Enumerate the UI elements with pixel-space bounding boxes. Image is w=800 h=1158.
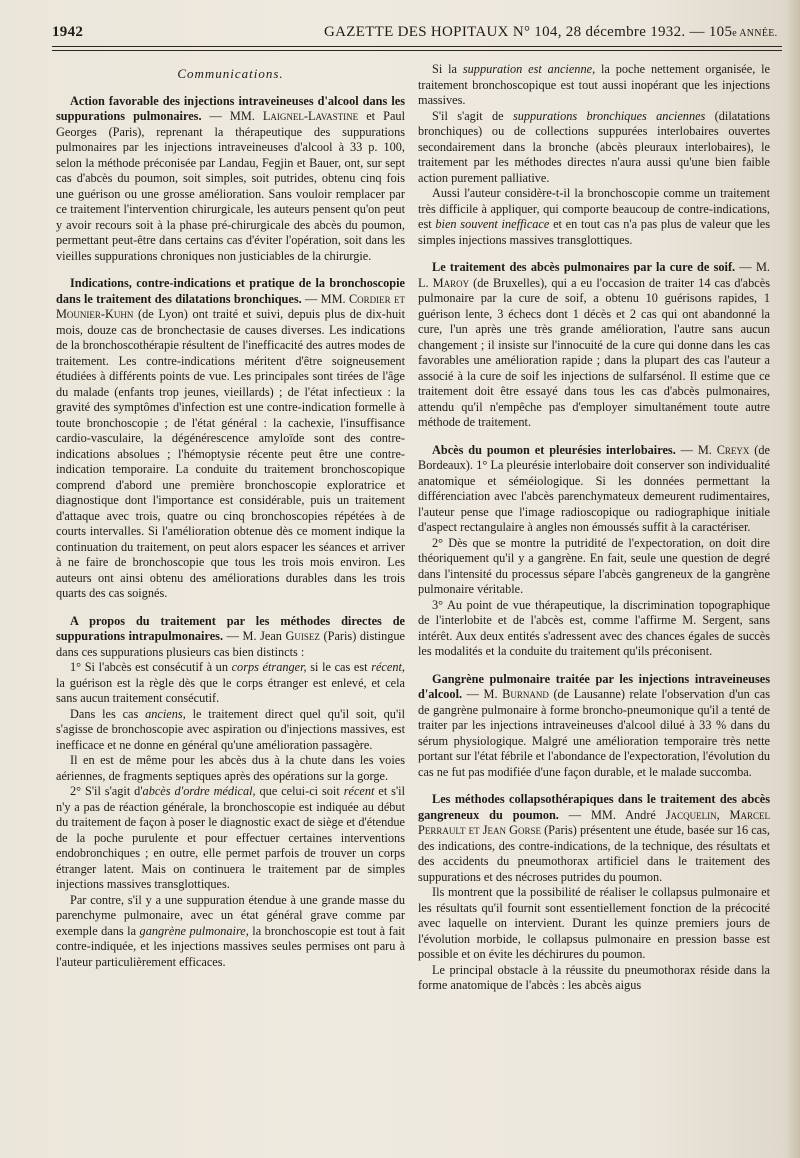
running-title-text: GAZETTE DES HOPITAUX N° 104, 28 décembre 1932. — 105 <box>324 24 733 40</box>
page-number: 1942 <box>52 24 84 40</box>
article-title: Abcès du poumon et pleurésies interlobaires. <box>432 442 676 457</box>
text: Si la <box>432 62 463 76</box>
italic-text: abcès d'ordre médical, <box>142 784 256 798</box>
article-authors: Laignel-Lavastine <box>262 109 359 123</box>
article-guisez <box>56 614 405 661</box>
text: la poche nettement organisée, le traitement bronchoscopique est tout aussi inopérant que les injections massives. <box>418 62 770 107</box>
right-column <box>418 62 770 994</box>
paragraph: Le principal obstacle à la réussite du pneumothorax réside dans la forme anatomique de l'abcès : les abcès aigus <box>418 962 770 992</box>
article-cordier <box>56 276 405 602</box>
paragraph: Il en est de même pour les abcès dus à la chute dans les voies aériennes, de fragments septiques après des opérations sur la gorge. <box>56 753 405 783</box>
article-maroy <box>418 260 770 431</box>
article-authors: Guisez <box>285 629 320 643</box>
article-authors: Burnand <box>502 687 549 701</box>
text: Aussi l'auteur considère-t-il la bronchoscopie comme un traitement très difficile à appliquer, qui comporte beaucoup de contre-indications, est <box>418 186 770 231</box>
article-body: (Paris) présentent une étude, basée sur 16 cas, des indications, des contre-indications, de la technique, des résultats et des accidents du pneumothorax artificiel dans le traitement des suppurations et des nécroses putrides du poumon. <box>418 823 770 884</box>
text: si le cas est <box>306 660 372 674</box>
italic-text: suppuration est ancienne, <box>462 62 596 76</box>
paragraph: 2° Dès que se montre la putridité de l'expectoration, on doit dire théoriquement qu'il y a gangrène. En fait, seule une question de degré dans l'intensité du processus sépare l'abcès gangreneux de la gangrène pulmonaire véritable. <box>418 535 770 596</box>
paragraph <box>418 186 770 248</box>
text: et en tout cas n'a pas plus de valeur que les simples injections massives transglottiques. <box>418 217 771 247</box>
text: 2° S'il s'agit d' <box>70 784 143 798</box>
article-title: Indications, contre-indications et pratique de la bronchoscopie dans le traitement des dilatations bronchiques. <box>56 276 405 306</box>
article-jacquelin <box>418 792 770 885</box>
article-body: (de Bruxelles), qui a eu l'occasion de traiter 14 cas d'abcès pulmonaire par la cure de soif, a obtenu 10 guérisons rapides, 1 guérison lente, 3 échecs dont 1 décès et 2 cas qui ont abandonné la cure, l'un après une très grande amélioration, l'autre sans aucun changement ; il insiste sur l'innocuité de la cure qui donne dans les cas favorables une amélioration rapide ; dans la plupart des cas l'auteur a associé à la cure de soif les injections de sulfarsénol. Il estime que ce traitement doit être essayé dans tous les cas d'abcès pulmonaires, attendu qu'il n'empêche pas d'employer simultanément toute autre méthode de traitement. <box>418 275 770 429</box>
article-authors: Cordier et Mounier-Kuhn <box>56 291 405 321</box>
article-body: et Paul Georges (Paris), reprenant la thérapeutique des suppurations pulmonaires par les injections intraveineuses d'alcool à 33 p. 100, selon la méthode préconisée par Landau, Fegjin et Bauer, ont, sur sept cas d'abcès du poumon, soit simples, soit putrides, obtenu cinq fois une guérison ou une grosse amélioration. Sans vouloir remplacer par ce traitement l'intervention chirurgicale, les auteurs pensent qu'on peut y avoir recours soit à la phase pré-chirurgicale des abcès du poumon, permettant peut-être dans certains cas d'éviter l'opération, soit dans les vieilles suppurations chroniques non justiciables de la chirurgie. <box>56 109 405 263</box>
article-body: (de Lausanne) relate l'observation d'un cas de gangrène pulmonaire à forme broncho-pneumonique qu'il a tenté de traiter par les injections intraveineuses d'alcool dilué à 33 % dans du sérum physiologique. Malgré une amélioration temporaire très nette portant sur l'état fébrile et l'abondance de l'expectoration, l'évolution du cas ne fut pas modifiée d'une façon durable, et le malade succomba. <box>418 687 771 779</box>
author-prefix: — MM. <box>301 291 349 306</box>
article-burnand <box>418 672 770 781</box>
article-title: Le traitement des abcès pulmonaires par la cure de soif. <box>432 260 736 274</box>
text: Par contre, s'il y a une suppuration étendue à une grande masse du parenchyme pulmonaire, avec un état général grave comme par exemple dans la <box>56 892 405 938</box>
article-authors: Jacquelin, Marcel Perrault et Jean Gorse <box>418 807 770 837</box>
header-rule-bottom <box>52 50 782 51</box>
text: et s'il n'y a pas de réaction générale, la bronchoscopie est indiquée au début du traitement de façon à poser le diagnostic exact de siège et d'étendue de la poche purulente et pour effectuer certaines interventions endobronchiques ; en outre, elle permet parfois de trouver un corps étranger latent. Mais on continuera le traitement par de simples injections massives transglottiques. <box>56 784 406 891</box>
text: la bronchoscopie est tout à fait contre-indiquée, et les injections massives seules permises ont paru à l'auteur particulièrement efficaces. <box>56 923 405 969</box>
author-prefix: — M. <box>462 687 503 701</box>
italic-text: corps étranger, <box>231 660 307 674</box>
text: le traitement direct quel qu'il soit, qu'il s'agisse de bronchoscopie avec aspiration ou d'injections massives, est inefficace et ne donne en général qu'une amélioration passagère. <box>56 706 405 752</box>
author-prefix: — M. <box>675 442 717 457</box>
author-prefix: — M. L. <box>418 260 770 290</box>
article-body: (de Lyon) ont traité et suivi, depuis plus de dix-huit mois, douze cas de bronchectasie de causes diverses. Les indications de la bronchoscothérapie résultent de l'inefficacité des autres modes de traitement. Les contre-indications méritent d'être soigneusement étudiées à différents points de vue. Les principales sont tirées de l'âge du malade (enfants trop jeunes, vieillards) ; de l'état infectieux : la gravité des symptômes d'infection est une contre-indication formelle à toute bronchoscopie ; de l'état général : la cachexie, l'insuffisance cardio-vasculaire, la dégénérescence amyloïde sont des contre-indications absolues ; l'hémoptysie récente peut être une contre-indication temporaire. La conduite du traitement bronchoscopique comprend d'abord une première bronchoscopie exploratrice et diagnostique dont l'importance est considérable, puis un traitement d'attaque avec trois, quatre ou cinq bronchoscopies répétées à de courts intervalles. Si l'amélioration obtenue dès ce moment indique la continuation du traitement, on peut alors espacer les séances et arriver à ne faire de bronchoscopie que tous les trois mois environ. Les auteurs ont ainsi obtenu des améliorations durables dans les trois quarts des cas soignés. <box>56 307 405 600</box>
author-prefix: — MM. André <box>558 807 666 822</box>
page-header <box>40 22 788 44</box>
text: S'il s'agit de <box>432 108 513 123</box>
paragraph <box>418 62 770 109</box>
author-prefix: — M. Jean <box>223 629 286 643</box>
header-rule-top <box>52 46 782 47</box>
italic-text: bien souvent inefficace <box>435 217 550 231</box>
italic-text: récent <box>343 784 375 798</box>
running-title <box>324 24 777 41</box>
text: 1° Si l'abcès est consécutif à un <box>70 660 232 674</box>
article-title: Gangrène pulmonaire traitée par les injections intraveineuses d'alcool. <box>418 671 770 701</box>
paragraph <box>56 893 405 971</box>
article-title: Action favorable des injections intraveineuses d'alcool dans les suppurations pulmonaires. <box>56 93 405 123</box>
article-title: A propos du traitement par les méthodes directes de suppurations intrapulmonaires. <box>56 613 405 643</box>
italic-text: récent, <box>371 660 405 674</box>
article-body: (de Bordeaux). 1° La pleurésie interlobaire doit conserver son individualité anatomique et séméiologique. Si les données permettant la différenciation avec l'abcès parenchymateux demeurent rudimentaires, l'auteur pense que l'image radioscopique ou radiographique initiale d'aspect rectangulaire à angles non émoussés suffit à la caractériser. <box>418 442 770 534</box>
article-body: (Paris) distingue dans ces suppurations plusieurs cas bien distincts : <box>56 629 405 659</box>
text: (dilatations bronchiques) ou de collections suppurées interlobaires ouvertes secondairement dans la bronche (abcès pleuraux interlobaires), le traitement par les méthodes directes n'aura aussi qu'une bien faible action purement palliative. <box>418 108 770 185</box>
left-column <box>56 62 405 970</box>
page-edge-shadow <box>786 0 800 1158</box>
author-prefix: — MM. <box>201 109 263 123</box>
paragraph <box>56 707 405 754</box>
text: Dans les cas <box>70 706 146 721</box>
section-title: Communications. <box>177 66 284 81</box>
article-laignel <box>56 94 405 265</box>
italic-text: gangrène pulmonaire, <box>139 923 249 938</box>
article-title: Les méthodes collapsothérapiques dans le traitement des abcès gangreneux du poumon. <box>418 792 770 822</box>
paragraph <box>56 784 405 893</box>
paragraph: Ils montrent que la possibilité de réaliser le collapsus pulmonaire et les résultats qu'il fournit sont essentiellement fonction de la précocité avec laquelle on intervient. Durant les quinze premiers jours de l'évolution morbide, le collapsus pulmonaire en pression basse est possible et on évite les déchirures du poumon. <box>418 885 770 961</box>
article-creyx <box>418 443 770 536</box>
article-authors: Maroy <box>432 275 470 290</box>
paragraph <box>418 109 770 187</box>
paragraph: 3° Au point de vue thérapeutique, la discrimination topographique de l'interlobite et de l'abcès est, comme l'affirme M. Sergent, sans intérêt. Aux deux entités s'adressent avec des chances égales de succès les modalités et la conduite du traitement qu'ils préconisent. <box>418 597 770 658</box>
article-authors: Creyx <box>716 442 750 457</box>
text: que celui-ci soit <box>255 784 344 798</box>
text: la guérison est la règle dès que le corps étranger est enlevé, et cela sans aucun traitement consécutif. <box>56 675 405 705</box>
italic-text: suppurations bronchiques anciennes <box>512 108 706 123</box>
running-title-annee: e ANNÉE. <box>732 28 778 39</box>
italic-text: anciens, <box>145 706 186 721</box>
paragraph <box>56 660 405 707</box>
